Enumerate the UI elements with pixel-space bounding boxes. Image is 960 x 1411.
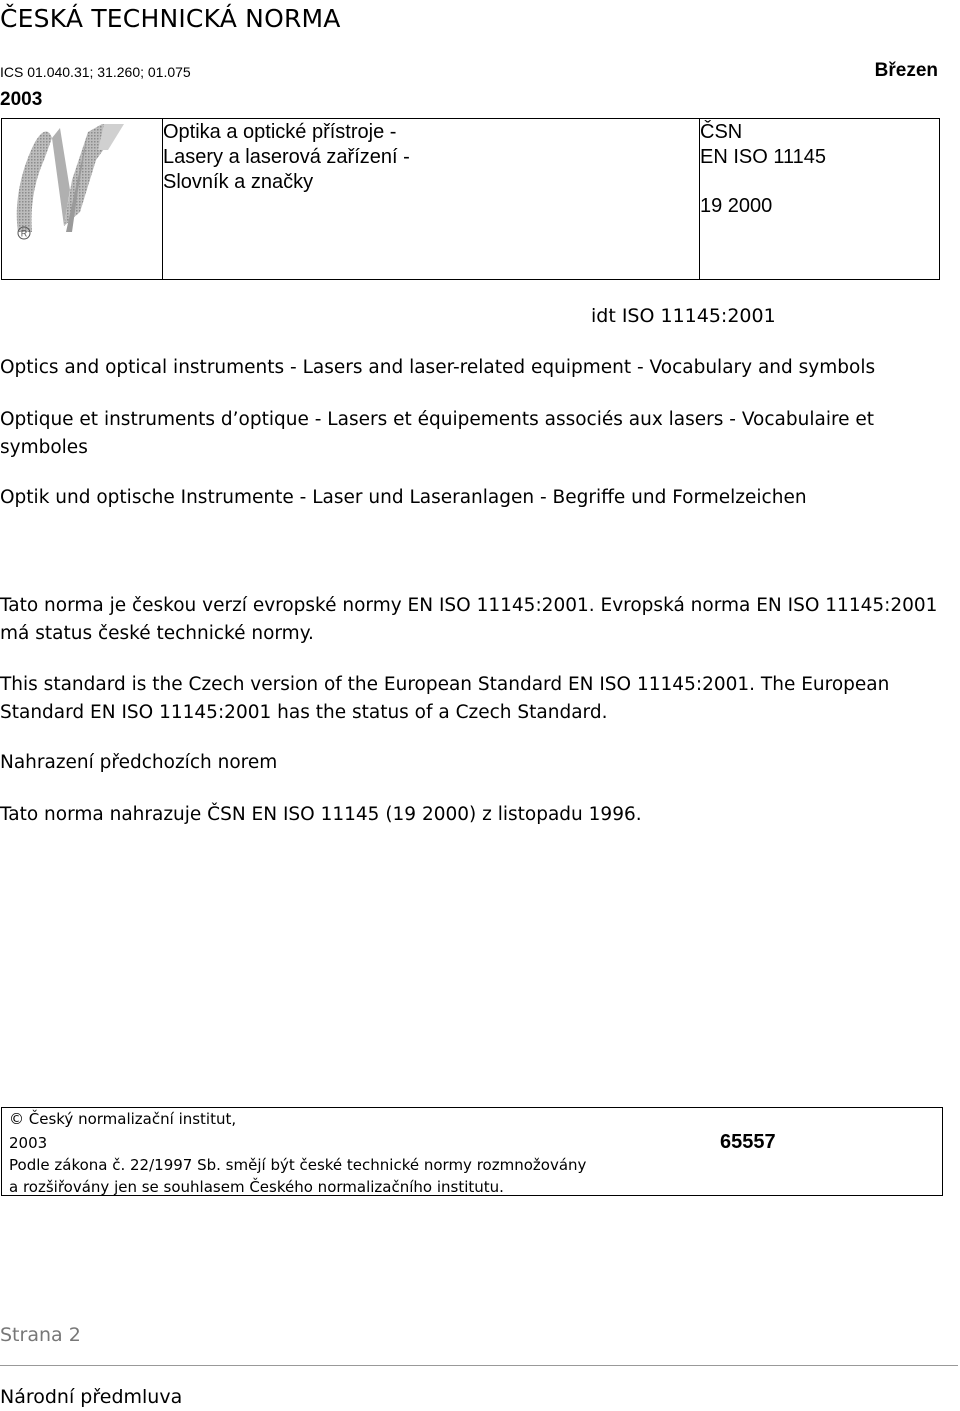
english-title: Optics and optical instruments - Lasers and laser-related equipment - Vocabulary and symbols [0,357,876,378]
document-title: ČESKÁ TECHNICKÁ NORMA [0,4,341,33]
issue-year: 2003 [0,89,43,110]
copyright-holder: © Český normalizační institut, [9,1110,237,1128]
page-divider [0,1365,958,1366]
german-title: Optik und optische Instrumente - Laser und Laseranlagen - Begriffe und Formelzeichen [0,487,807,508]
registered-mark: R [20,228,28,239]
czech-title-line: Optika a optické přístroje - [163,121,397,143]
standard-number: EN ISO 11145 [700,146,826,168]
copyright-law-line: Podle zákona č. 22/1997 Sb. smějí být české technické normy rozmnožovány [9,1156,587,1174]
issue-month: Březen [874,60,938,81]
ics-code: ICS 01.040.31; 31.260; 01.075 [0,64,191,80]
page-number: Strana 2 [0,1324,81,1346]
section-title: Národní předmluva [0,1386,183,1408]
classification-code: 19 2000 [700,195,773,217]
copyright-year: 2003 [9,1134,48,1152]
csn-logo-icon [4,120,128,250]
czech-title-line: Lasery a laserová zařízení - [163,146,410,168]
replacement-heading: Nahrazení předchozích norem [0,752,278,773]
czech-title-line: Slovník a značky [163,171,314,193]
english-version-note: This standard is the Czech version of the European Standard EN ISO 11145:2001. The European Standard EN ISO 11145:2001 has the status of a Czech Standard. [0,674,890,723]
czech-title [163,120,410,195]
standard-prefix: ČSN [700,121,743,143]
copyright-law-line: a rozšiřovány jen se souhlasem Českého normalizačního institutu. [9,1178,504,1196]
czech-version-note: Tato norma je českou verzí evropské normy EN ISO 11145:2001. Evropská norma EN ISO 11145:2001 má status české technické normy. [0,595,938,644]
replacement-text: Tato norma nahrazuje ČSN EN ISO 11145 (19 2000) z listopadu 1996. [0,804,642,825]
identity-statement: idt ISO 11145:2001 [591,305,776,327]
french-title: Optique et instruments d’optique - Lasers et équipements associés aux lasers - Vocabulaire et symboles [0,409,875,458]
catalog-number: 65557 [720,1131,776,1153]
standard-designation [700,120,826,170]
